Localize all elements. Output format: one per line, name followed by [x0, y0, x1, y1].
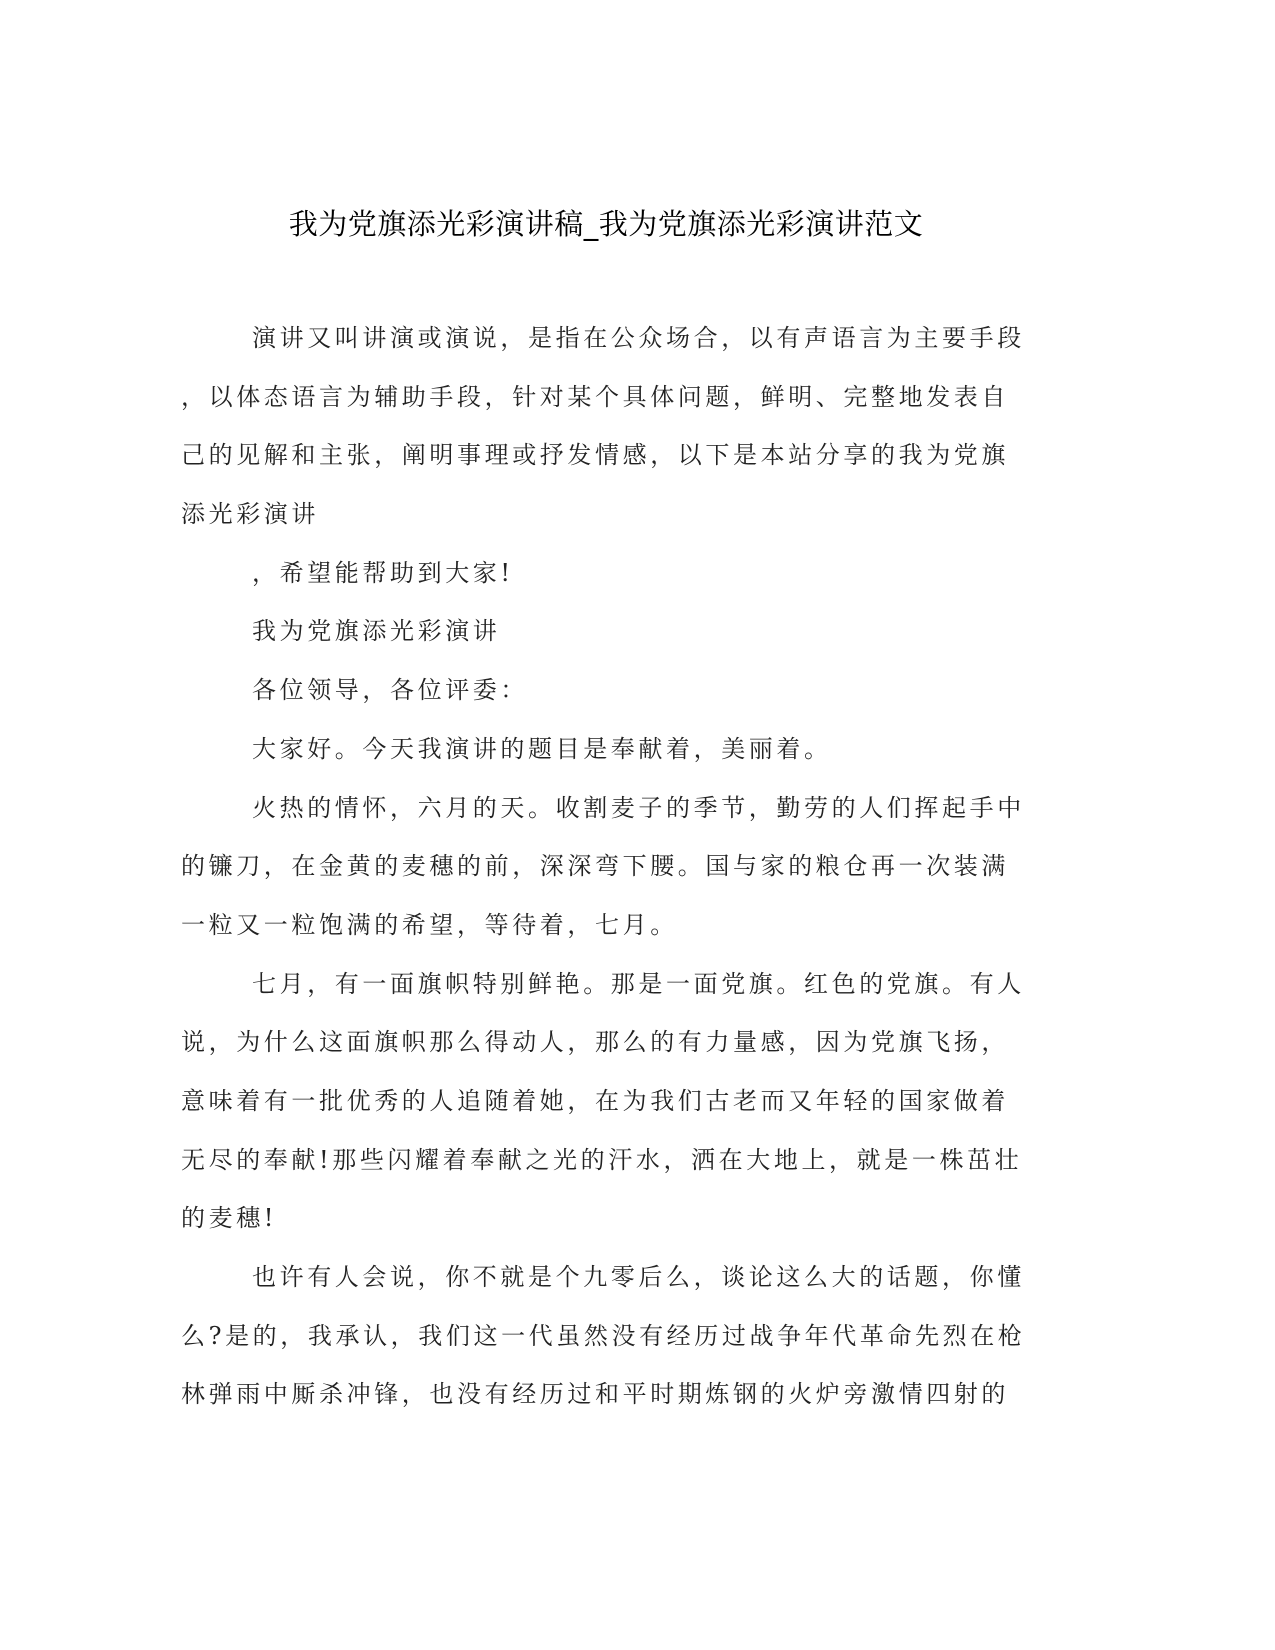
text-line: 的麦穗! [181, 1204, 278, 1233]
text-line: 说，为什么这面旗帜那么得动人，那么的有力量感，因为党旗飞扬， [181, 1028, 1009, 1057]
text-line: 么?是的，我承认，我们这一代虽然没有经历过战争年代革命先烈在枪 [181, 1321, 1026, 1350]
text-line: 七月，有一面旗帜特别鲜艳。那是一面党旗。红色的党旗。有人 [252, 969, 1025, 998]
text-line: 演讲又叫讲演或演说，是指在公众场合，以有声语言为主要手段 [252, 324, 1025, 352]
text-line: 无尽的奉献!那些闪耀着奉献之光的汗水，洒在大地上，就是一株茁壮 [181, 1145, 1023, 1174]
document-title: 我为党旗添光彩演讲稿_我为党旗添光彩演讲范文 [288, 207, 924, 241]
text-line: 林弹雨中厮杀冲锋，也没有经历过和平时期炼钢的火炉旁激情四射的 [181, 1380, 1009, 1409]
speech-title: 我为党旗添光彩演讲 [252, 617, 501, 646]
text-line: 己的见解和主张，阐明事理或抒发情感，以下是本站分享的我为党旗 [181, 441, 1009, 470]
document-body [181, 316, 1081, 1431]
text-line: 一粒又一粒饱满的希望，等待着，七月。 [181, 910, 678, 939]
text-line: 添光彩演讲 [181, 500, 319, 529]
text-line: 也许有人会说，你不就是个九零后么，谈论这么大的话题，你懂 [252, 1263, 1025, 1291]
salutation: 各位领导，各位评委： [252, 676, 528, 705]
text-line: 的镰刀，在金黄的麦穗的前，深深弯下腰。国与家的粮仓再一次装满 [181, 852, 1009, 881]
text-line: ，以体态语言为辅助手段，针对某个具体问题，鲜明、完整地发表自 [181, 382, 1009, 411]
text-line: ，希望能帮助到大家! [252, 558, 514, 587]
text-line: 意味着有一批优秀的人追随着她，在为我们古老而又年轻的国家做着 [181, 1086, 1009, 1115]
text-line: 火热的情怀，六月的天。收割麦子的季节，勤劳的人们挥起手中 [252, 793, 1025, 822]
text-line: 大家好。今天我演讲的题目是奉献着，美丽着。 [252, 734, 832, 763]
